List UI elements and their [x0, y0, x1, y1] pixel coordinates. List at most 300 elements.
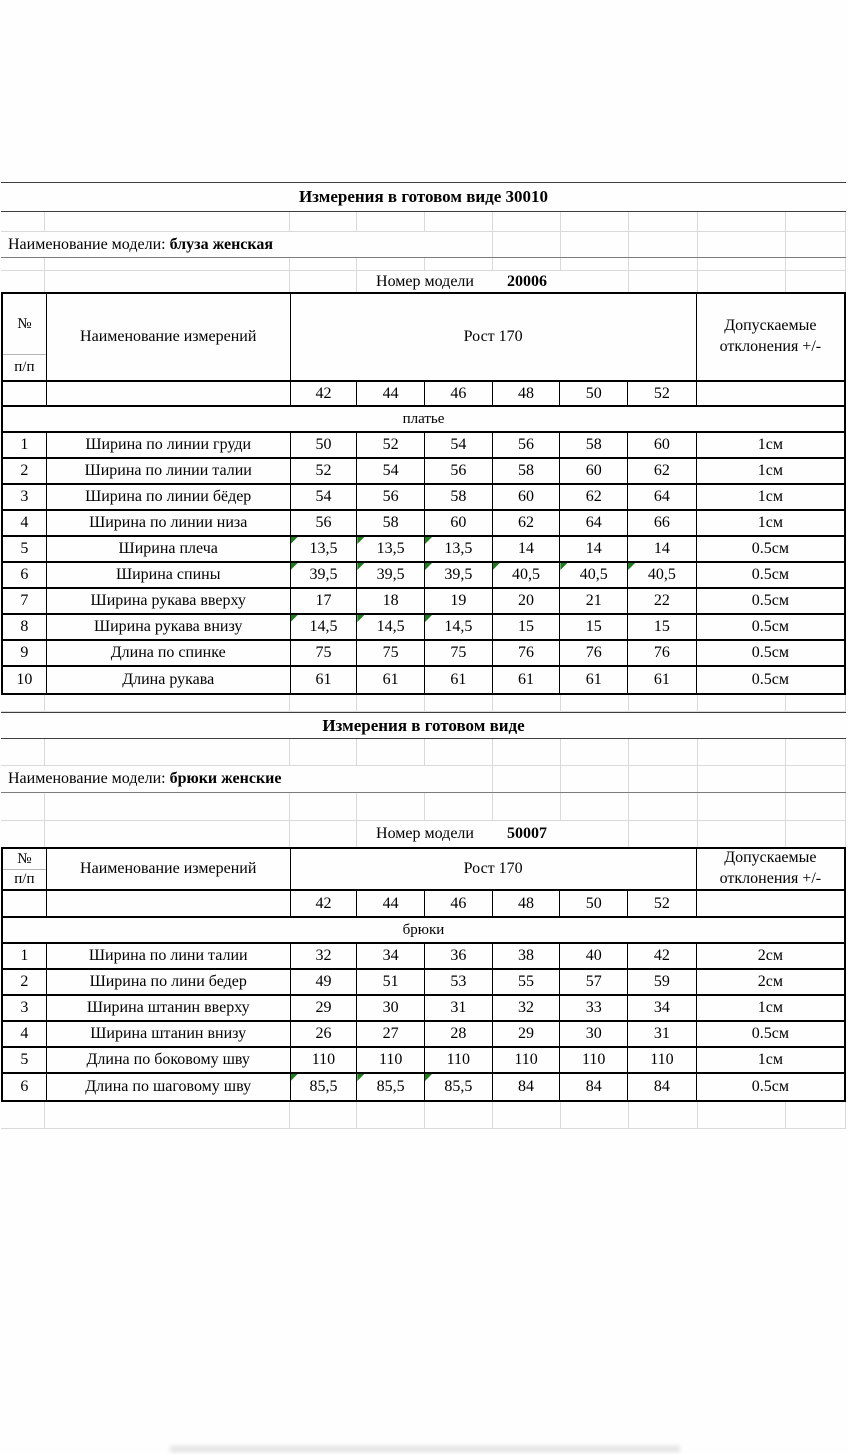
value-cell — [493, 641, 561, 665]
empty-cell — [290, 258, 357, 270]
value-cell — [291, 641, 358, 665]
value-text: 36 — [450, 947, 467, 964]
empty-cell — [1, 821, 45, 847]
value-cell — [628, 615, 697, 639]
value-cell — [493, 1074, 561, 1100]
value-cell — [357, 667, 425, 693]
size-column-header: 50 — [560, 382, 628, 405]
value-text: 14 — [653, 540, 670, 557]
value-cell — [493, 511, 561, 535]
trousers-measurements-block — [1, 712, 846, 1102]
pp-label: п/п — [14, 871, 35, 887]
measurement-name-cell: Ширина по линии бёдер — [47, 485, 291, 509]
value-text: 110 — [378, 1051, 403, 1068]
value-cell — [628, 996, 697, 1020]
value-text: 52 — [382, 436, 399, 453]
block1-model-number-row — [1, 271, 846, 292]
value-text: 75 — [450, 644, 467, 661]
block1-table-header-row — [3, 294, 844, 382]
value-text: 31 — [653, 1025, 670, 1042]
size-column-header: 48 — [493, 382, 561, 405]
empty-cell — [786, 1102, 846, 1128]
measurement-row — [3, 433, 844, 459]
value-text: 60 — [653, 436, 670, 453]
empty-cell — [425, 739, 493, 765]
tolerance-cell: 1см — [757, 488, 783, 505]
value-cell — [628, 1074, 697, 1100]
value-cell — [493, 433, 561, 457]
empty-cell — [425, 793, 493, 820]
value-text: 49 — [315, 973, 332, 990]
value-cell — [357, 537, 425, 561]
empty-cell — [561, 232, 629, 257]
numero-sign-label: № — [3, 849, 46, 870]
empty-cell — [290, 793, 357, 820]
value-text: 54 — [450, 436, 467, 453]
value-text: 61 — [653, 671, 670, 688]
value-cell — [493, 970, 561, 994]
empty-cell — [697, 382, 844, 405]
value-cell — [357, 970, 425, 994]
value-cell — [628, 485, 697, 509]
value-text: 53 — [450, 973, 467, 990]
value-text: 27 — [382, 1025, 399, 1042]
value-cell — [425, 970, 493, 994]
value-text: 39,5 — [376, 566, 405, 583]
empty-cell — [561, 271, 629, 292]
empty-cell — [290, 739, 357, 765]
value-cell — [560, 641, 628, 665]
value-cell — [493, 485, 561, 509]
value-cell — [560, 996, 628, 1020]
measurement-name-cell: Длина рукава — [47, 667, 291, 693]
value-text: 64 — [653, 488, 670, 505]
empty-cell — [697, 891, 844, 916]
tolerance-cell: 2см — [757, 947, 783, 964]
empty-cell — [561, 739, 629, 765]
value-text: 58 — [518, 462, 535, 479]
value-text: 60 — [518, 488, 535, 505]
row-number-header-cell — [3, 849, 47, 889]
spacer-row — [1, 793, 846, 821]
value-cell — [291, 615, 358, 639]
value-text: 85,5 — [376, 1078, 405, 1095]
value-text: 85,5 — [444, 1078, 473, 1095]
empty-cell — [425, 1102, 493, 1128]
value-cell — [425, 1048, 493, 1072]
measurement-row — [3, 511, 844, 537]
measurement-name-cell: Ширина по лини талии — [47, 944, 291, 968]
value-cell — [493, 615, 561, 639]
tolerance-cell: 2см — [757, 973, 783, 990]
value-text: 32 — [315, 947, 332, 964]
bottom-gap — [1, 1102, 846, 1129]
value-text: 56 — [382, 488, 399, 505]
measurement-name-cell: Ширина штанин вверху — [47, 996, 291, 1020]
measurement-row — [3, 563, 844, 589]
empty-cell — [1, 695, 45, 711]
model-label: Наименование модели: — [8, 235, 170, 253]
tolerance-cell: 0.5см — [751, 566, 789, 583]
value-text: 60 — [585, 462, 602, 479]
measurement-name-cell: Ширина штанин внизу — [47, 1022, 291, 1046]
empty-cell — [698, 271, 786, 292]
measurement-name-cell: Ширина рукава вверху — [47, 589, 291, 613]
page-edge-shadow — [170, 1446, 680, 1452]
value-text: 14 — [518, 540, 535, 557]
value-text: 28 — [450, 1025, 467, 1042]
value-cell — [560, 1074, 628, 1100]
empty-cell — [1, 793, 45, 820]
measurement-name-header-cell: Наименование измерений — [47, 294, 291, 380]
value-cell — [357, 1022, 425, 1046]
empty-cell — [45, 821, 290, 847]
value-cell — [425, 667, 493, 693]
empty-cell — [786, 821, 846, 847]
size-column-header: 44 — [357, 382, 425, 405]
value-text: 30 — [585, 1025, 602, 1042]
value-text: 76 — [518, 644, 535, 661]
measurement-row — [3, 996, 844, 1022]
size-column-header: 44 — [357, 891, 425, 916]
value-cell — [560, 563, 628, 587]
empty-cell — [786, 739, 846, 765]
empty-cell — [3, 382, 47, 405]
value-text: 110 — [650, 1051, 674, 1068]
row-number-cell: 2 — [3, 970, 47, 994]
measurement-name-cell: Ширина рукава внизу — [47, 615, 291, 639]
row-number-cell: 5 — [3, 1048, 47, 1072]
row-number-header-cell — [3, 294, 47, 380]
value-text: 76 — [653, 644, 670, 661]
value-cell — [628, 970, 697, 994]
empty-cell — [45, 695, 290, 711]
value-text: 29 — [315, 999, 332, 1016]
row-number-cell: 9 — [3, 641, 47, 665]
empty-cell — [698, 1102, 786, 1128]
measurement-row — [3, 667, 844, 693]
empty-cell — [629, 212, 698, 231]
measurement-row — [3, 1074, 844, 1100]
value-cell — [291, 1074, 358, 1100]
value-cell — [560, 1022, 628, 1046]
tolerance-header-line2: отклонения +/- — [719, 338, 822, 355]
value-text: 13,5 — [376, 540, 405, 557]
empty-cell — [629, 271, 698, 292]
green-corner-mark — [628, 563, 635, 570]
value-cell — [628, 511, 697, 535]
empty-cell — [47, 891, 291, 916]
value-text: 13,5 — [444, 540, 473, 557]
value-text: 14,5 — [444, 618, 473, 635]
empty-cell — [786, 793, 846, 820]
value-cell — [628, 641, 697, 665]
value-text: 110 — [514, 1051, 538, 1068]
value-cell — [291, 944, 358, 968]
value-cell — [357, 433, 425, 457]
value-cell — [560, 589, 628, 613]
green-corner-mark — [357, 563, 364, 570]
value-text: 50 — [315, 436, 332, 453]
value-text: 33 — [585, 999, 602, 1016]
value-cell — [425, 537, 493, 561]
value-cell — [357, 1074, 425, 1100]
value-text: 61 — [450, 671, 467, 688]
block1-title: Измерения в готовом виде 30010 — [298, 187, 549, 206]
block2-model-number-label: Номер модели — [376, 825, 474, 842]
size-column-header: 42 — [291, 891, 358, 916]
value-text: 55 — [518, 973, 535, 990]
value-cell — [560, 1048, 628, 1072]
value-cell — [291, 511, 358, 535]
value-text: 56 — [450, 462, 467, 479]
value-cell — [357, 511, 425, 535]
value-cell — [628, 1048, 697, 1072]
empty-cell — [561, 821, 629, 847]
value-text: 30 — [382, 999, 399, 1016]
green-corner-mark — [291, 1074, 298, 1081]
size-column-header: 48 — [493, 891, 561, 916]
empty-cell — [45, 212, 290, 231]
green-corner-mark — [560, 563, 567, 570]
value-cell — [291, 970, 358, 994]
value-text: 58 — [585, 436, 602, 453]
empty-cell — [629, 232, 698, 257]
tolerance-cell: 1см — [757, 514, 783, 531]
empty-cell — [357, 258, 425, 270]
row-number-cell: 10 — [3, 667, 47, 693]
value-text: 59 — [653, 973, 670, 990]
size-column-header: 42 — [291, 382, 358, 405]
size-chart-sheet — [1, 182, 846, 1129]
empty-cell — [698, 766, 786, 792]
measurement-name-cell: Ширина по линии груди — [47, 433, 291, 457]
value-text: 22 — [653, 592, 670, 609]
green-corner-mark — [291, 537, 298, 544]
empty-cell — [698, 739, 786, 765]
empty-cell — [698, 695, 786, 711]
empty-cell — [561, 695, 629, 711]
green-corner-mark — [425, 563, 432, 570]
row-number-cell: 3 — [3, 485, 47, 509]
empty-cell — [425, 766, 493, 792]
block2-measurements-table — [1, 847, 846, 1102]
value-text: 14,5 — [309, 618, 338, 635]
row-number-cell: 1 — [3, 433, 47, 457]
tolerance-cell: 0.5см — [751, 644, 789, 661]
block2-model-row — [1, 766, 846, 793]
empty-cell — [493, 232, 561, 257]
value-cell — [425, 996, 493, 1020]
green-corner-mark — [357, 615, 364, 622]
empty-cell — [561, 258, 629, 270]
empty-cell — [290, 212, 357, 231]
tolerance-cell: 0.5см — [751, 592, 789, 609]
value-cell — [493, 1048, 561, 1072]
value-text: 64 — [585, 514, 602, 531]
value-cell — [560, 615, 628, 639]
spacer-row — [1, 1102, 846, 1129]
value-cell — [291, 485, 358, 509]
value-cell — [493, 537, 561, 561]
blouse-measurements-block — [1, 182, 846, 695]
empty-cell — [357, 739, 425, 765]
pp-label: п/п — [14, 359, 35, 375]
green-corner-mark — [291, 563, 298, 570]
empty-cell — [786, 258, 846, 270]
value-text: 18 — [382, 592, 399, 609]
block1-model-number-label: Номер модели — [376, 272, 474, 290]
value-text: 15 — [585, 618, 602, 635]
tolerance-cell: 0.5см — [751, 1078, 789, 1095]
size-column-header: 46 — [425, 891, 493, 916]
value-text: 17 — [315, 592, 332, 609]
empty-cell — [493, 766, 561, 792]
empty-cell — [561, 212, 629, 231]
value-text: 84 — [585, 1078, 602, 1095]
value-text: 61 — [315, 671, 332, 688]
numero-sign-label: № — [3, 294, 46, 355]
empty-cell — [290, 271, 357, 292]
value-cell — [493, 459, 561, 483]
value-text: 61 — [585, 671, 602, 688]
empty-cell — [629, 821, 698, 847]
empty-cell — [698, 232, 786, 257]
value-text: 60 — [450, 514, 467, 531]
value-text: 40,5 — [579, 566, 608, 583]
value-cell — [628, 563, 697, 587]
empty-cell — [425, 258, 493, 270]
value-text: 19 — [450, 592, 467, 609]
value-text: 110 — [582, 1051, 606, 1068]
value-text: 21 — [585, 592, 602, 609]
block1-section-row — [3, 407, 844, 433]
value-text: 34 — [382, 947, 399, 964]
green-corner-mark — [357, 537, 364, 544]
value-cell — [425, 485, 493, 509]
value-cell — [291, 433, 358, 457]
empty-cell — [1, 271, 45, 292]
green-corner-mark — [493, 563, 500, 570]
empty-cell — [425, 212, 493, 231]
value-text: 62 — [518, 514, 535, 531]
tolerance-cell: 0.5см — [751, 618, 789, 635]
empty-cell — [290, 1102, 357, 1128]
tolerance-cell: 1см — [757, 436, 783, 453]
blocks-gap — [1, 695, 846, 712]
value-text: 110 — [446, 1051, 471, 1068]
measurement-row — [3, 641, 844, 667]
measurement-row — [3, 944, 844, 970]
value-text: 31 — [450, 999, 467, 1016]
empty-cell — [1, 258, 45, 270]
green-corner-mark — [357, 1074, 364, 1081]
measurement-name-cell: Длина по боковому шву — [47, 1048, 291, 1072]
tolerance-header-cell — [697, 294, 844, 380]
value-cell — [425, 944, 493, 968]
block1-sizes-row — [3, 382, 844, 407]
block1-measurements-table — [1, 292, 846, 695]
value-cell — [291, 459, 358, 483]
measurement-name-header-cell: Наименование измерений — [47, 849, 291, 889]
value-cell — [628, 433, 697, 457]
empty-cell — [698, 821, 786, 847]
measurement-row — [3, 485, 844, 511]
value-cell — [291, 996, 358, 1020]
value-cell — [291, 667, 358, 693]
value-cell — [425, 641, 493, 665]
empty-cell — [45, 271, 290, 292]
row-number-cell: 8 — [3, 615, 47, 639]
block2-sizes-row — [3, 891, 844, 918]
measurement-row — [3, 537, 844, 563]
block1-section-label: платье — [402, 410, 445, 427]
value-text: 38 — [518, 947, 535, 964]
value-cell — [425, 459, 493, 483]
value-text: 110 — [311, 1051, 336, 1068]
empty-cell — [786, 766, 846, 792]
empty-cell — [290, 821, 357, 847]
block2-section-label: брюки — [402, 921, 445, 938]
empty-cell — [629, 793, 698, 820]
row-number-cell: 6 — [3, 1074, 47, 1100]
measurement-name-cell: Ширина по лини бедер — [47, 970, 291, 994]
measurement-row — [3, 615, 844, 641]
value-text: 20 — [518, 592, 535, 609]
empty-cell — [698, 212, 786, 231]
value-cell — [425, 563, 493, 587]
value-text: 14,5 — [376, 618, 405, 635]
value-text: 13,5 — [309, 540, 338, 557]
block2-table-header-row — [3, 849, 844, 891]
value-cell — [357, 485, 425, 509]
value-cell — [560, 944, 628, 968]
measurement-row — [3, 1022, 844, 1048]
value-cell — [560, 485, 628, 509]
empty-cell — [629, 1102, 698, 1128]
value-cell — [425, 433, 493, 457]
spacer-row — [1, 739, 846, 766]
value-text: 56 — [315, 514, 332, 531]
value-cell — [357, 1048, 425, 1072]
value-text: 84 — [653, 1078, 670, 1095]
empty-cell — [493, 793, 561, 820]
spacer-row — [1, 212, 846, 232]
value-cell — [425, 1022, 493, 1046]
value-cell — [357, 589, 425, 613]
green-corner-mark — [425, 1074, 432, 1081]
tolerance-header-line1: Допускаемые — [724, 317, 817, 335]
empty-cell — [45, 739, 290, 765]
empty-cell — [786, 271, 846, 292]
measurement-name-cell: Ширина спины — [47, 563, 291, 587]
value-cell — [493, 944, 561, 968]
model-name: брюки женские — [169, 770, 282, 787]
value-text: 34 — [653, 999, 670, 1016]
value-cell — [493, 563, 561, 587]
row-number-cell: 1 — [3, 944, 47, 968]
measurement-row — [3, 459, 844, 485]
green-corner-mark — [425, 537, 432, 544]
empty-cell — [357, 212, 425, 231]
value-cell — [628, 944, 697, 968]
measurement-row — [3, 1048, 844, 1074]
value-text: 51 — [382, 973, 399, 990]
tolerance-cell: 1см — [757, 1051, 783, 1068]
empty-cell — [786, 695, 846, 711]
value-cell — [425, 589, 493, 613]
green-corner-mark — [291, 615, 298, 622]
